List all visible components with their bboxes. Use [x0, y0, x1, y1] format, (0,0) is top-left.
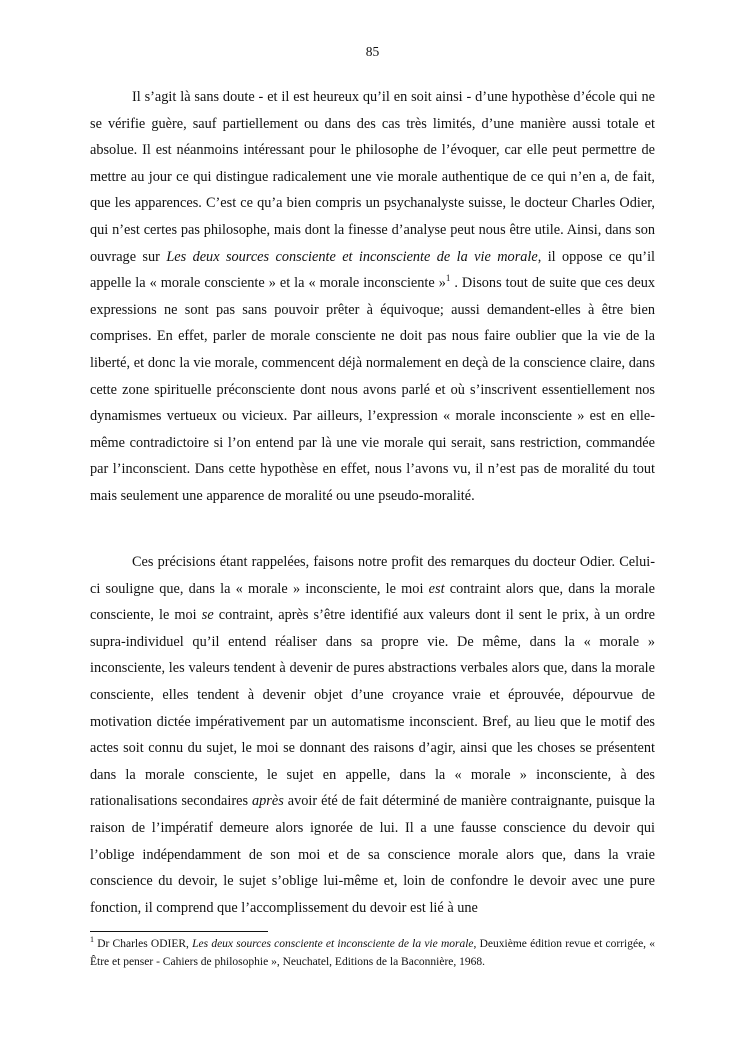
- paragraph-text: contraint, après s’être identifié aux valeurs dont il sent le prix, à un ordre supra-individuel qu’il entend réaliser dans sa propre vie. De même, dans la « morale » inconsciente, les valeurs tendent à devenir de pures abstractions verbales alors que, dans la morale consciente, elles tendent à devenir objet d’une croyance vraie et éprouvée, dépourvue de motivation dictée impérativement par un automatisme inconscient. Bref, au lieu que le motif des actes soit connu du sujet, le moi se donnant des raisons d’agir, ainsi que les choses se présentent dans la morale consciente, le sujet en appelle, dans la « morale » inconsciente, à des rationalisations secondaires: [90, 607, 655, 810]
- paragraph-text: Ces précisions étant rappelées, faisons notre profit des remarques du docteur Odier. Celui-ci souligne que, dans la « morale » inconsciente, le moi: [90, 554, 655, 597]
- footnote-divider: [90, 931, 268, 932]
- paragraph-text: contraint alors que, dans la morale consciente, le moi: [90, 580, 655, 624]
- book-title: Les deux sources consciente et inconsciente de la vie morale: [166, 248, 538, 265]
- footnote: [90, 936, 655, 971]
- footnote-publication: , Deuxième édition revue et corrigée, « Être et penser - Cahiers de philosophie », Neuchatel, Editions de la Baconnière, 1968.: [90, 938, 656, 968]
- body-paragraph-2: [90, 549, 655, 921]
- emphasis-word: est: [428, 580, 445, 597]
- footnote-book-title: Les deux sources consciente et inconsciente de la vie morale: [192, 938, 474, 950]
- paragraph-text: , il oppose ce qu’il appelle la « morale consciente » et la « morale inconsciente »: [90, 248, 656, 292]
- paragraph-text: avoir été de fait déterminé de manière contraignante, puisque la raison de l’impératif demeure alors ignorée de lui. Il a une fausse conscience du devoir qui l’oblige indépendamment de son moi et de sa conscience morale alors que, dans la vraie conscience du devoir, le sujet s’oblige lui-même et, loin de confondre le devoir avec une pure fonction, il comprend que l’accomplissement du devoir est lié à une: [90, 793, 655, 916]
- footnote-number: 1: [90, 935, 94, 945]
- emphasis-word: après: [252, 793, 284, 810]
- body-paragraph-1: [90, 84, 655, 510]
- page-number: 85: [365, 44, 380, 59]
- paragraph-text: Il s’agit là sans doute - et il est heureux qu’il en soit ainsi - d’une hypothèse d’école qui ne se vérifie guère, sauf partiellement ou dans des cas très limités, d’une manière aussi totale et absolue. Il est néanmoins intéressant pour le philosophe de l’évoquer, car elle peut permettre de mettre au jour ce qui distingue radicalement une vie morale authentique de ce qui n’en a, de fait, que les apparences. C’est ce qu’a bien compris un psychanalyste suisse, le docteur Charles Odier, qui n’est certes pas philosophe, mais dont la finesse d’analyse peut nous être utile. Ainsi, dans son ouvrage sur: [90, 89, 655, 265]
- emphasis-word: se: [201, 607, 214, 624]
- footnote-author: Dr Charles ODIER,: [94, 938, 193, 950]
- footnote-reference[interactable]: 1: [445, 273, 451, 284]
- paragraph-text: . Disons tout de suite que ces deux expressions ne sont pas sans pouvoir prêter à équivoque; aussi demandent-elles à être bien comprises. En effet, parler de morale consciente ne doit pas nous faire oublier que la vie de la liberté, et donc la vie morale, commencent déjà normalement en deçà de la conscience claire, dans cette zone spirituelle préconsciente dont nous avons parlé et où s’inscrivent essentiellement nos dynamismes vertueux ou vicieux. Par ailleurs, l’expression « morale inconsciente » est en elle-même contradictoire si l’on entend par là une vie morale qui serait, sans restriction, commandée par l’inconscient. Dans cette hypothèse en effet, nous l’avons vu, il n’est pas de moralité du tout mais seulement une apparence de moralité ou une pseudo-moralité.: [90, 275, 655, 504]
